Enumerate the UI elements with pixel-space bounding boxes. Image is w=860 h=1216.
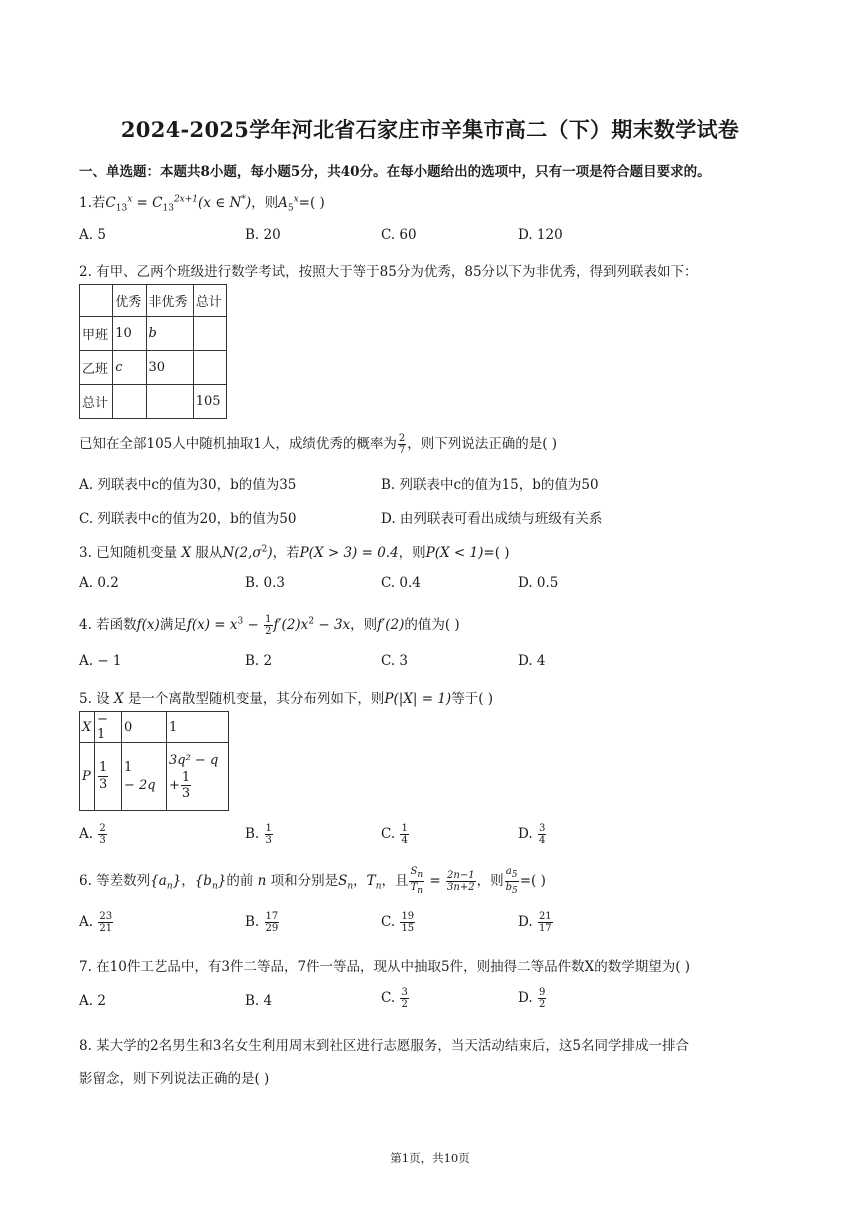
q3-option-b[interactable]: B. 0.3 (245, 575, 285, 591)
contingency-table: 优秀 非优秀 总计 甲班 10 b 乙班 c 30 总计 105 (79, 284, 227, 419)
q7-option-b[interactable]: B. 4 (245, 993, 273, 1009)
question-2-condition: 已知在全部105人中随机抽取1人，成绩优秀的概率为 $\frac{2}{7}$ ，则下列说法正确的是( ) (79, 433, 558, 456)
q1-option-a[interactable]: A. 5 (79, 227, 106, 243)
q3-option-c[interactable]: C. 0.4 (381, 575, 421, 591)
question-8-line-2: 影留念，则下列说法正确的是( ) (79, 1071, 270, 1087)
q2-option-c[interactable]: C. 列联表中c的值为20，b的值为50 (79, 511, 297, 527)
q6-option-d[interactable]: D. $\frac{21}{17}$ (518, 911, 552, 934)
q4-option-b[interactable]: B. 2 (245, 653, 273, 669)
question-2: 2. 有甲、乙两个班级进行数学考试，按照大于等于85分为优秀，85分以下为非优秀，得到列联表如下： (79, 264, 698, 280)
section-heading: 一、单选题：本题共8小题，每小题5分，共40分。在每小题给出的选项中，只有一项是符合题目要求的。 (79, 164, 711, 180)
question-5: 5. 设 X 是一个离散型随机变量，其分布列如下，则P(|X| = 1)等于( ) (79, 691, 494, 707)
q4-option-c[interactable]: C. 3 (381, 653, 409, 669)
q4-option-a[interactable]: A. − 1 (79, 653, 122, 669)
q2-option-d[interactable]: D. 由列联表可看出成绩与班级有关系 (381, 511, 603, 527)
q2-option-b[interactable]: B. 列联表中c的值为15，b的值为50 (381, 477, 599, 493)
q5-option-d[interactable]: D. $\frac{3}{4}$ (518, 823, 546, 846)
q2-option-a[interactable]: A. 列联表中c的值为30，b的值为35 (79, 477, 297, 493)
q7-option-c[interactable]: C. $\frac{3}{2}$ (381, 987, 408, 1010)
distribution-table: X − 1 0 1 P $\frac{1}{3}$ 1 − 2q 3q² − q + $\frac{1}{3}$ (79, 711, 229, 811)
question-1: 1.若$C_{13}^x = C_{13}^{2x+1}(x$ ∈ N*)，则$A_5^x=$( ) (79, 194, 325, 214)
q3-option-a[interactable]: A. 0.2 (79, 575, 119, 591)
q5-option-a[interactable]: A. $\frac{2}{3}$ (79, 823, 106, 846)
question-3: 3. 已知随机变量 X 服从$N(2,\sigma^2)$，若P(X > 3) = 0.4，则P(X < 1)=( ) (79, 544, 510, 561)
question-4: 4. 若函数f(x)满足$f(x) = x^3$ − $\frac{1}{2}$ $f'(2)x^2 - 3x$，则f′(2)的值为( ) (79, 614, 460, 637)
page-footer: 第1页，共10页 (390, 1151, 470, 1165)
q5-option-c[interactable]: C. $\frac{1}{4}$ (381, 823, 408, 846)
question-7: 7. 在10件工艺品中，有3件二等品，7件一等品，现从中抽取5件，则抽得二等品件数X的数学期望为( ) (79, 959, 691, 975)
exam-title: 2024-2025学年河北省石家庄市辛集市高二（下）期末数学试卷 (120, 117, 740, 142)
q1-option-d[interactable]: D. 120 (518, 227, 563, 243)
q5-option-b[interactable]: B. $\frac{1}{3}$ (245, 823, 272, 846)
question-8-line-1: 8. 某大学的2名男生和3名女生利用周末到社区进行志愿服务，当天活动结束后，这5名同学排成一排合 (79, 1038, 689, 1054)
question-6: 6. 等差数列$\{a_n\}$，$\{b_n\}$的前 n 项和分别是$S_n$，$T_n$，且 $\frac{S_n}{T_n}$ = $\frac{2n-1}{3n+2}$ ，则 $\frac{a_5}{b_5}$ =( ) (79, 866, 546, 896)
q4-option-d[interactable]: D. 4 (518, 653, 546, 669)
q7-option-a[interactable]: A. 2 (79, 993, 106, 1009)
q3-option-d[interactable]: D. 0.5 (518, 575, 559, 591)
q6-option-c[interactable]: C. $\frac{19}{15}$ (381, 911, 415, 934)
q6-option-b[interactable]: B. $\frac{17}{29}$ (245, 911, 279, 934)
q1-option-b[interactable]: B. 20 (245, 227, 281, 243)
q7-option-d[interactable]: D. $\frac{9}{2}$ (518, 987, 546, 1010)
q6-option-a[interactable]: A. $\frac{23}{21}$ (79, 911, 113, 934)
q1-option-c[interactable]: C. 60 (381, 227, 417, 243)
